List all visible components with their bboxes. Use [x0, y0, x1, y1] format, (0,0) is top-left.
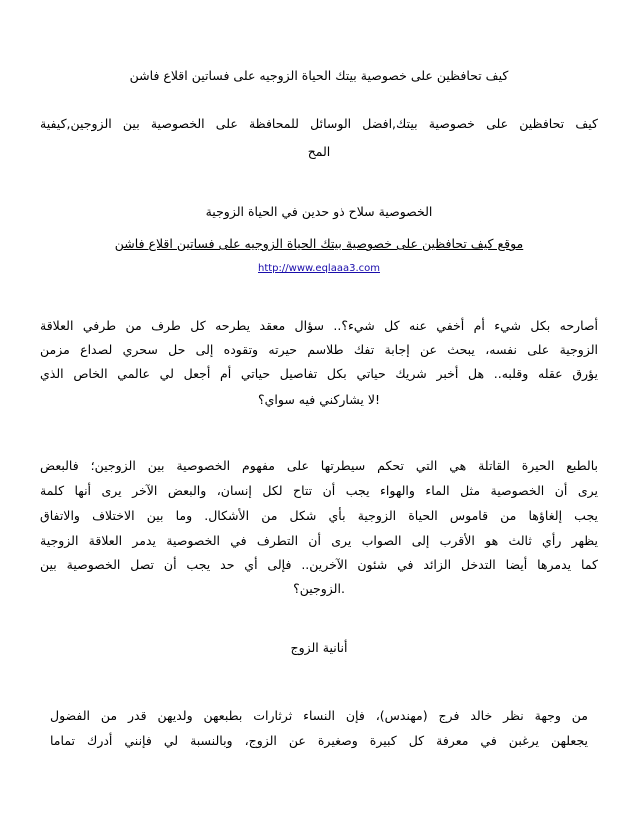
para2-line-5: كما يدمرها أيضا التدخل الزائد في شئون الآخرين.. فإلى أي حد يجب أن تصل الخصوصية بين	[40, 557, 598, 572]
para3-line-2: يجعلهن يرغبن في معرفة كل كبيرة وصغيرة عن الزوج، وبالنسبة لي فإنني أدرك تماما	[50, 733, 588, 748]
subtitle-line-2: المح	[307, 144, 331, 159]
site-url-link[interactable]: http://www.eqlaaa3.com	[258, 263, 380, 274]
document-title: كيف تحافظين على خصوصية بيتك الحياة الزوجيه على فساتين اقلاع فاشن	[129, 68, 509, 83]
section-heading-husband: أنانية الزوج	[290, 640, 348, 655]
para2-line-3: يجب إلغاؤها من قاموس الحياة الزوجية بأي شكل من الأشكال. وما بين الاختلاف والاتفاق	[40, 508, 598, 523]
para2-line-6: .الزوجين؟	[293, 581, 345, 596]
site-url-line	[40, 259, 598, 277]
para1-line-4: !لا يشاركني فيه سواي؟	[258, 392, 380, 407]
para3-line-1: من وجهة نظر خالد فرج (مهندس)، فإن النساء ثرثارات بطبعهن ولديهن قدر من الفضول	[50, 708, 588, 723]
subtitle-line-1: كيف تحافظين على خصوصية بيتك,افضل الوسائل للمحافظة على الخصوصية بين الزوجين,كيفية	[40, 116, 598, 131]
para2-line-1: بالطبع الحيرة القاتلة هي التي تحكم سيطرتها على مفهوم الخصوصية بين الزوجين؛ فالبعض	[40, 458, 598, 473]
site-link-line[interactable]: موقع كيف تحافظين على خصوصية بيتك الحياة الزوجيه على فساتين اقلاع فاشن	[114, 236, 524, 251]
para1-line-2: الزوجية على نفسه، يبحث عن إجابة تفك طلاسم حيرته وتقوده إلى حل سحري لصداع مزمن	[40, 342, 598, 357]
para1-line-1: أصارحه بكل شيء أم أخفي عنه كل شيء؟.. سؤال معقد يطرحه كل طرف من طرفي العلاقة	[40, 318, 598, 333]
para2-line-4: يظهر رأي ثالث هو الأقرب إلى الصواب يرى أن التطرف في الخصوصية يدمر العلاقة الزوجية	[40, 533, 598, 548]
para2-line-2: يرى أن الخصوصية مثل الماء والهواء يجب أن تتاح لكل إنسان، والبعض الآخر يرى أنها كلمة	[40, 483, 598, 498]
section-heading-privacy: الخصوصية سلاح ذو حدين في الحياة الزوجية	[205, 204, 433, 219]
para1-line-3: يؤرق عقله وقلبه.. هل أخبر شريك حياتي بكل تفاصيل حياتي أم أجعل لي عالمي الخاص الذي	[40, 366, 598, 381]
